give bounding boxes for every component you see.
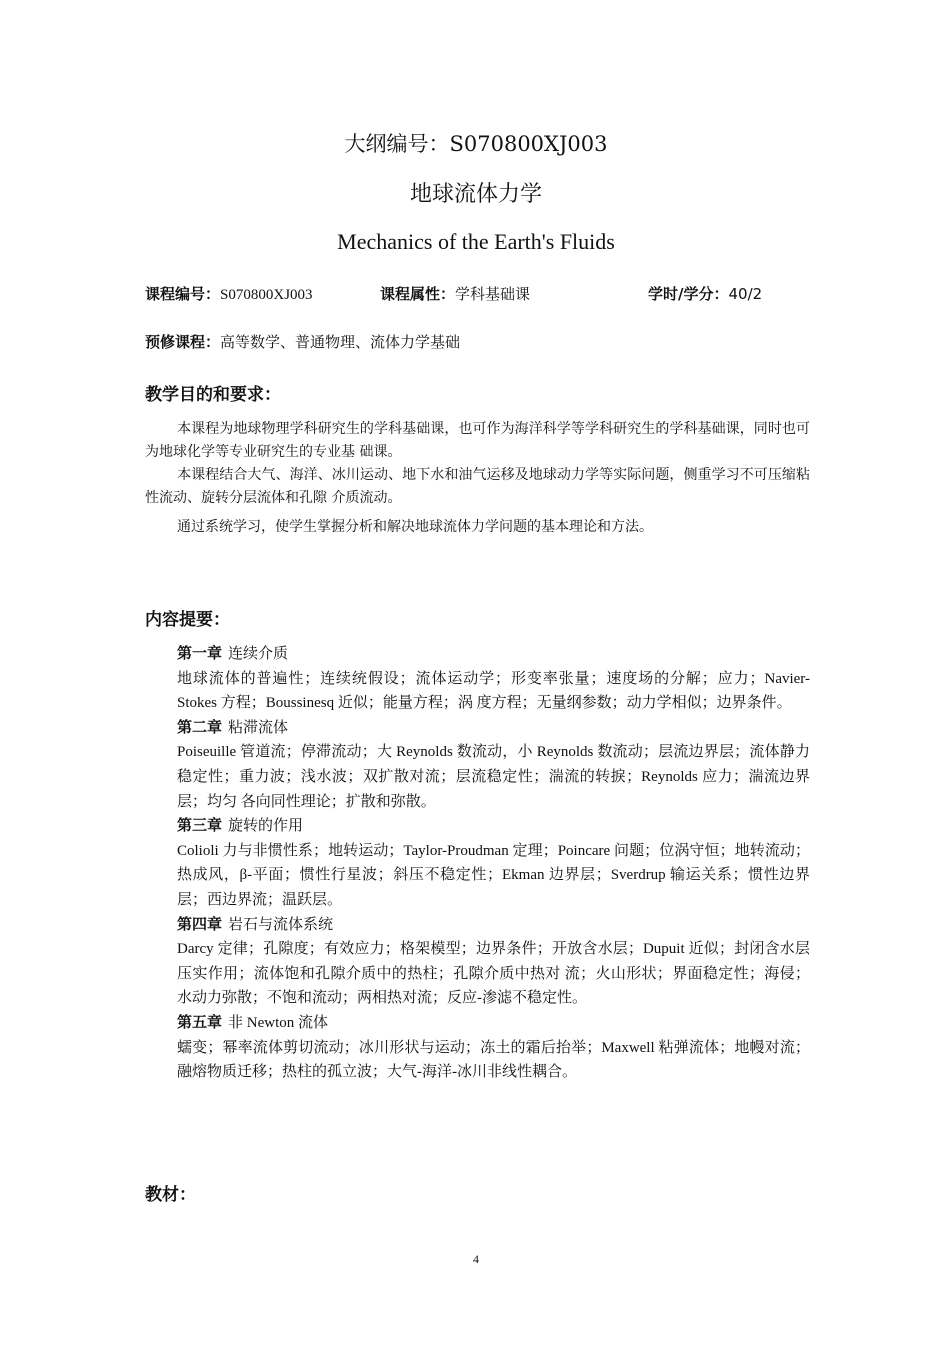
objectives-heading: 教学目的和要求： — [145, 385, 281, 405]
chapter — [177, 913, 810, 1011]
objectives-paragraph: 本课程结合大气、海洋、冰川运动、地下水和油气运移及地球动力学等实际问题，侧重学习不可压缩粘性流动、旋转分层流体和孔隙 介质流动。 — [145, 467, 810, 506]
prerequisites-value: 高等数学、普通物理、流体力学基础 — [220, 335, 461, 351]
chapter — [177, 814, 810, 912]
course-type — [380, 283, 530, 304]
page-number: 4 — [473, 1252, 479, 1266]
chapter-body: 蠕变；幂率流体剪切流动；冰川形状与运动；冻土的霜后抬举；Maxwell 粘弹流体；地幔对流；融熔物质迁移；热柱的孤立波；大气-海洋-冰川非线性耦合。 — [177, 1039, 810, 1081]
chapter-list — [177, 642, 810, 1085]
objectives-paragraph: 通过系统学习，使学生掌握分析和解决地球流体力学问题的基本理论和方法。 — [177, 519, 653, 535]
chapter-title: 第一章 连续介质 — [177, 646, 289, 662]
hours-credits-label: 学时/学分： — [648, 285, 729, 303]
course-title-en: Mechanics of the Earth's Fluids — [337, 229, 615, 254]
course-code-value: S070800XJ003 — [220, 287, 313, 303]
chapter-body: 地球流体的普遍性；连续统假设；流体运动学；形变率张量；速度场的分解；应力；Navier-Stokes 方程；Boussinesq 近似；能量方程；涡 度方程；无量纲参数；动力学相似；边界条件。 — [177, 670, 810, 712]
chapter-body: Poiseuille 管道流；停滞流动；大 Reynolds 数流动，小 Reynolds 数流动；层流边界层；流体静力稳定性；重力波；浅水波；双扩散对流；层流稳定性；湍流的转捩；Reynolds 应力；湍流边界层；均匀 各向同性理论；扩散和弥散。 — [177, 744, 810, 810]
chapter — [177, 1011, 810, 1085]
chapter-title: 第四章 岩石与流体系统 — [177, 916, 334, 933]
course-code-label: 课程编号： — [145, 285, 221, 303]
chapter-body: Darcy 定律；孔隙度；有效应力；格架模型；边界条件；开放含水层；Dupuit 近似；封闭含水层压实作用；流体饱和孔隙介质中的热柱；孔隙介质中热对 流；火山形状；界面稳定性；海侵；水动力弥散；不饱和流动；两相热对流；反应-渗滤不稳定性。 — [177, 941, 810, 1007]
contents-heading: 内容提要： — [145, 610, 230, 630]
chapter — [177, 716, 810, 814]
textbook-heading: 教材： — [145, 1185, 196, 1205]
course-type-value: 学科基础课 — [455, 287, 531, 303]
course-type-label: 课程属性： — [380, 285, 456, 303]
chapter — [177, 642, 810, 716]
objectives-paragraph: 本课程为地球物理学科研究生的学科基础课，也可作为海洋科学等学科研究生的学科基础课，同时也可为地球化学等专业研究生的专业基 础课。 — [145, 421, 810, 460]
chapter-title: 第三章 旋转的作用 — [177, 818, 304, 835]
course-title-cn: 地球流体力学 — [409, 182, 542, 207]
chapter-body: Colioli 力与非惯性系；地转运动；Taylor-Proudman 定理；Poincare 问题；位涡守恒；地转流动；热成风，β-平面；惯性行星波；斜压不稳定性；Ekman 边界层；Sverdrup 输运关系；惯性边界层；西边界流；温跃层。 — [177, 842, 810, 908]
chapter-title: 第五章 非 Newton 流体 — [177, 1014, 329, 1031]
course-code — [145, 283, 313, 304]
hours-credits — [648, 283, 762, 304]
chapter-title: 第二章 粘滞流体 — [177, 719, 289, 736]
outline-number: 大纲编号：S070800XJ003 — [344, 132, 608, 156]
prerequisites-label: 预修课程： — [145, 333, 221, 351]
hours-credits-value: 40/2 — [728, 285, 763, 303]
prerequisites — [145, 331, 460, 352]
